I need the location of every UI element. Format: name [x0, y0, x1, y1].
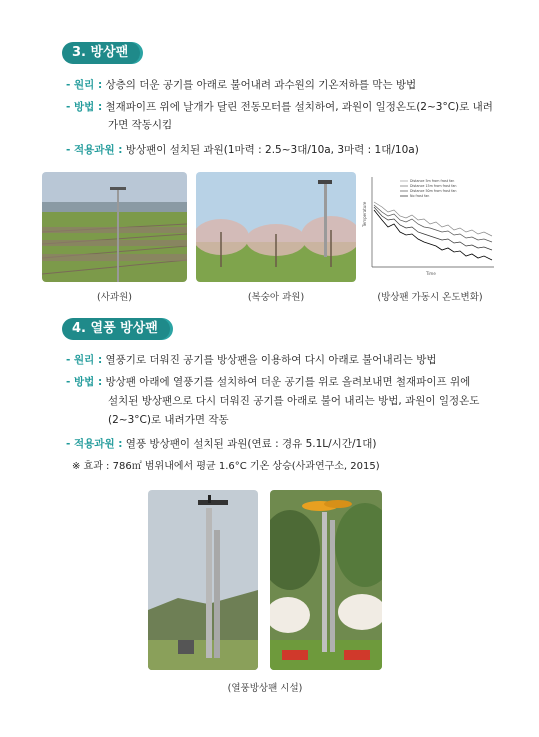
- principle-text: 상층의 더운 공기를 아래로 불어내려 과수원의 기온저하를 막는 방법: [105, 79, 417, 91]
- caption-peach: (복숭아 과원): [247, 292, 305, 303]
- legend-5m: Distance 5m from frost fan: [410, 179, 455, 184]
- caption-graph: (방상팬 가동시 온도변화): [377, 292, 483, 303]
- legend-15m: Distance 15m from frost fan: [410, 184, 457, 189]
- graph-ylabel: Temperature: [362, 201, 367, 227]
- principle-label: - 원리 :: [66, 79, 103, 91]
- applied-text: 방상팬이 설치된 과원(1마력 : 2.5~3대/10a, 3마력 : 1대/10a): [125, 144, 419, 156]
- applied-label: - 적용과원 :: [66, 438, 123, 450]
- legend-no-fan: No frost fan: [410, 194, 430, 199]
- legend-50m: Distance 50m from frost fan: [410, 189, 457, 194]
- section4-method-cont2: (2~3°C)로 내려가면 작동: [108, 414, 229, 426]
- section4-method-cont1: 설치된 방상팬으로 다시 더워진 공기를 아래로 불어 내리는 방법, 과원이 일정온도: [108, 395, 480, 407]
- section3-method: [66, 100, 493, 115]
- graph-xlabel: Time: [426, 271, 436, 276]
- applied-label: - 적용과원 :: [66, 144, 123, 156]
- section3-method-cont: 가면 작동시킴: [108, 119, 173, 131]
- section3-principle: [66, 78, 416, 93]
- principle-label: - 원리 :: [66, 354, 103, 366]
- section3-title: 3. 방상팬: [62, 42, 140, 64]
- hot-air-fan-photo-2: [270, 490, 382, 670]
- caption-hot-air-fan: (열풍방상팬 시설): [227, 683, 303, 694]
- section4-title: 4. 열풍 방상팬: [62, 318, 170, 340]
- method-text: 철재파이프 위에 날개가 달린 전동모터를 설치하여, 과원이 일정온도(2~3°C)로 내려: [105, 101, 493, 113]
- section4-method: [66, 375, 470, 390]
- caption-apple: (사과원): [97, 292, 132, 303]
- principle-text: 열풍기로 더워진 공기를 방상팬을 이용하여 다시 아래로 불어내리는 방법: [105, 354, 437, 366]
- section3-applied: [66, 143, 419, 158]
- section4-applied: [66, 437, 376, 452]
- temperature-graph: [362, 172, 498, 282]
- applied-text: 열풍 방상팬이 설치된 과원(연료 : 경유 5.1L/시간/1대): [125, 438, 377, 450]
- peach-orchard-photo: [196, 172, 356, 282]
- section4-principle: [66, 353, 437, 368]
- method-label: - 방법 :: [66, 101, 103, 113]
- apple-orchard-photo: [42, 172, 187, 282]
- effect-note: ※ 효과 : 786㎡ 범위내에서 평균 1.6°C 기온 상승(사과연구소, 2015): [72, 461, 380, 472]
- method-label: - 방법 :: [66, 376, 103, 388]
- hot-air-fan-photo-1: [148, 490, 258, 670]
- method-text: 방상팬 아래에 열풍기를 설치하여 더운 공기를 위로 올려보내면 철재파이프 위에: [105, 376, 471, 388]
